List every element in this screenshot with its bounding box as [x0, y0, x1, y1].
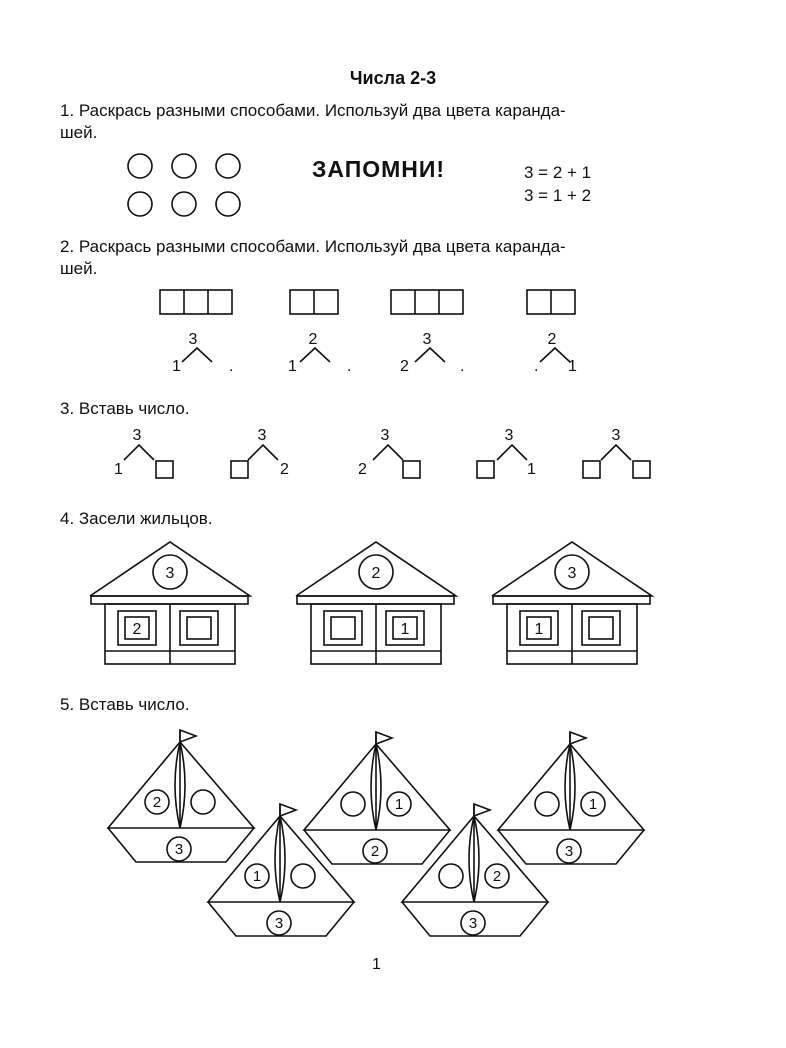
colour-circle[interactable] — [172, 192, 196, 216]
hull-number: 3 — [274, 915, 284, 932]
boat-sail — [208, 816, 354, 902]
tree-top: 3 — [422, 331, 432, 348]
colour-circle[interactable] — [172, 154, 196, 178]
tree-branches — [497, 445, 527, 460]
tree-left: 2 — [400, 358, 409, 375]
task2-trees — [172, 331, 577, 375]
tree-right: . — [229, 358, 234, 375]
colour-circle[interactable] — [216, 154, 240, 178]
task5-text: 5. Вставь число. — [60, 695, 190, 714]
sail-right-circle[interactable] — [191, 790, 215, 814]
tree-top: 2 — [547, 331, 557, 348]
hull-number: 3 — [468, 915, 478, 932]
window-right[interactable] — [589, 617, 613, 639]
task3-trees — [114, 427, 650, 478]
tree-top: 3 — [611, 427, 621, 444]
boat-sail — [402, 816, 548, 902]
task2-text-line1: 2. Раскрась разными способами. Используй два цвета каранда- — [60, 237, 566, 256]
page-title: Числа 2-3 — [349, 68, 437, 88]
tree-branches — [373, 445, 403, 460]
tree-left: 1 — [288, 358, 297, 375]
house — [90, 542, 250, 664]
tree-left: 1 — [172, 358, 181, 375]
tree-top: 3 — [380, 427, 390, 444]
tree-top: 3 — [504, 427, 514, 444]
sail-right-number: 1 — [588, 796, 598, 813]
number-tree — [114, 427, 173, 478]
task5-boats — [108, 730, 644, 936]
number-tree — [583, 427, 650, 478]
sail-right-circle[interactable] — [291, 864, 315, 888]
window-left-number: 1 — [534, 621, 544, 638]
colour-strip-3 — [391, 290, 463, 314]
tree-top: 2 — [308, 331, 318, 348]
tree-right: 1 — [568, 358, 577, 375]
colour-circle[interactable] — [216, 192, 240, 216]
sailboat — [108, 730, 254, 862]
house-eave — [297, 596, 454, 604]
tree-top: 3 — [132, 427, 142, 444]
house — [296, 542, 456, 664]
task1-text-line1: 1. Раскрась разными способами. Используй два цвета каранда- — [60, 101, 566, 120]
sailboat — [498, 732, 644, 864]
window-frame — [324, 611, 362, 645]
window-right[interactable] — [187, 617, 211, 639]
task2-strips — [160, 290, 575, 314]
roof-number: 3 — [165, 565, 175, 582]
answer-box[interactable] — [583, 461, 600, 478]
answer-box[interactable] — [633, 461, 650, 478]
answer-box[interactable] — [477, 461, 494, 478]
house-eave — [91, 596, 248, 604]
boat-sail — [498, 744, 644, 830]
window-right-number: 1 — [400, 621, 410, 638]
number-tree — [400, 331, 464, 375]
tree-left: 1 — [114, 461, 123, 478]
page-number: 1 — [372, 956, 381, 973]
sail-left-circle[interactable] — [439, 864, 463, 888]
tree-right: . — [347, 358, 352, 375]
roof-number: 3 — [567, 565, 577, 582]
number-tree — [231, 427, 289, 478]
colour-strip-3 — [160, 290, 232, 314]
boat-flag — [280, 804, 296, 816]
sailboat — [304, 732, 450, 864]
task4-text: 4. Засели жильцов. — [60, 509, 213, 528]
answer-box[interactable] — [231, 461, 248, 478]
task1-text-line2: шей. — [60, 123, 98, 142]
remember-label: ЗАПОМНИ! — [312, 156, 446, 182]
tree-branches — [540, 348, 570, 362]
tree-branches — [248, 445, 278, 460]
equation-2: 3 = 1 + 2 — [524, 186, 592, 205]
sailboat — [208, 804, 354, 936]
tree-branches — [182, 348, 212, 362]
tree-right: 1 — [527, 461, 536, 478]
boat-sail — [108, 742, 254, 828]
answer-box[interactable] — [156, 461, 173, 478]
sail-right-number: 1 — [394, 796, 404, 813]
tree-branches — [124, 445, 154, 460]
task2-text-line2: шей. — [60, 259, 98, 278]
hull-number: 3 — [174, 841, 184, 858]
number-tree — [534, 331, 577, 375]
sail-right-number: 2 — [492, 868, 502, 885]
house — [492, 542, 652, 664]
hull-number: 3 — [564, 843, 574, 860]
number-tree — [358, 427, 420, 478]
window-frame — [582, 611, 620, 645]
tree-branches — [415, 348, 445, 362]
task3-text: 3. Вставь число. — [60, 399, 190, 418]
window-frame — [180, 611, 218, 645]
tree-top: 3 — [257, 427, 267, 444]
tree-top: 3 — [188, 331, 198, 348]
tree-right: . — [460, 358, 465, 375]
boat-flag — [570, 732, 586, 744]
house-eave — [493, 596, 650, 604]
tree-branches — [601, 445, 631, 460]
boat-flag — [474, 804, 490, 816]
window-left-number: 2 — [132, 621, 142, 638]
sail-left-circle[interactable] — [341, 792, 365, 816]
colour-circle[interactable] — [128, 154, 152, 178]
tree-left: . — [534, 358, 539, 375]
number-tree — [172, 331, 233, 375]
tree-right: 2 — [280, 461, 289, 478]
answer-box[interactable] — [403, 461, 420, 478]
sail-left-number: 1 — [252, 868, 262, 885]
task4-houses — [90, 542, 652, 664]
boat-flag — [180, 730, 196, 742]
colour-circle[interactable] — [128, 192, 152, 216]
boat-flag — [376, 732, 392, 744]
number-tree — [288, 331, 351, 375]
tree-branches — [300, 348, 330, 362]
boat-sail — [304, 744, 450, 830]
sailboat — [402, 804, 548, 936]
window-left[interactable] — [331, 617, 355, 639]
number-tree — [477, 427, 536, 478]
roof-number: 2 — [371, 565, 381, 582]
task1-circles — [128, 154, 240, 216]
sail-left-circle[interactable] — [535, 792, 559, 816]
equation-1: 3 = 2 + 1 — [524, 163, 592, 182]
hull-number: 2 — [370, 843, 380, 860]
sail-left-number: 2 — [152, 794, 162, 811]
tree-left: 2 — [358, 461, 367, 478]
